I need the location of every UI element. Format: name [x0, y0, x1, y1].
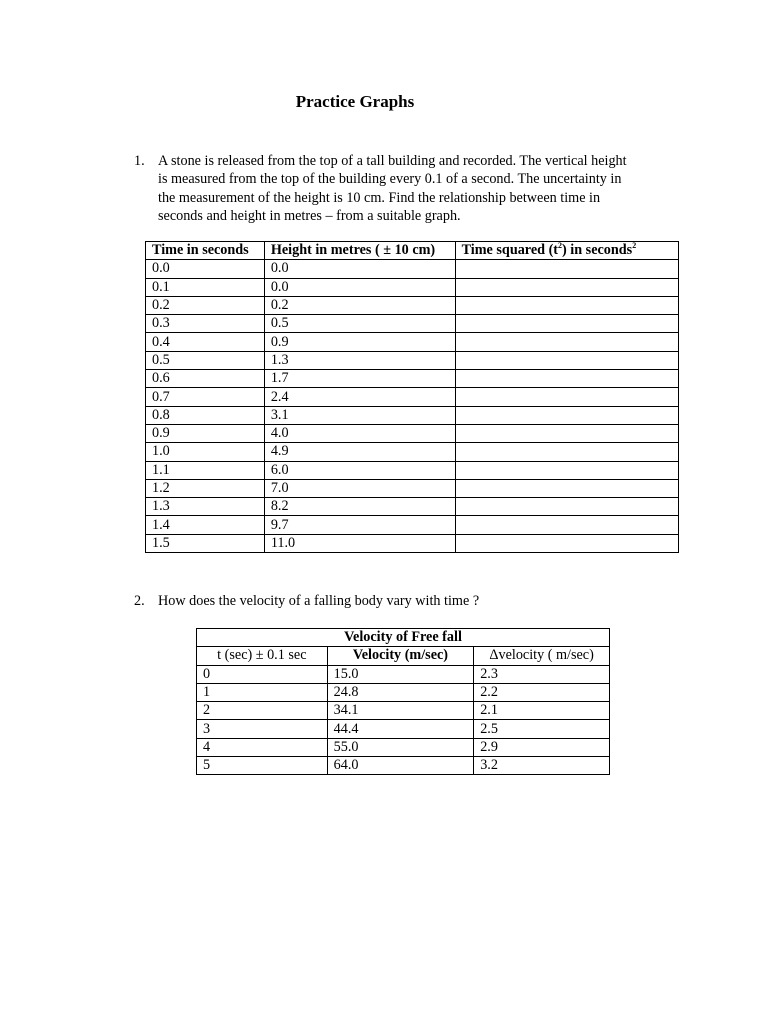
cell-height: 1.3	[264, 351, 455, 369]
header-time: Time in seconds	[146, 242, 265, 260]
cell-t-sec: 4	[197, 738, 328, 756]
table-row	[146, 443, 679, 461]
table-row	[146, 424, 679, 442]
cell-velocity: 15.0	[327, 665, 474, 683]
cell-velocity: 24.8	[327, 683, 474, 701]
cell-time: 0.5	[146, 351, 265, 369]
cell-time: 0.3	[146, 315, 265, 333]
header-time-squared-exponent: 2	[558, 241, 563, 251]
table-row	[146, 498, 679, 516]
cell-time-squared	[455, 296, 678, 314]
cell-time-squared	[455, 351, 678, 369]
cell-time-squared	[455, 424, 678, 442]
table-header-row	[197, 647, 610, 665]
cell-delta-velocity: 2.3	[474, 665, 610, 683]
cell-height: 0.0	[264, 260, 455, 278]
table-row	[146, 406, 679, 424]
cell-time: 0.7	[146, 388, 265, 406]
cell-t-sec: 2	[197, 702, 328, 720]
header-time-squared	[455, 242, 678, 260]
table-row	[197, 757, 610, 775]
cell-height: 3.1	[264, 406, 455, 424]
cell-time: 0.6	[146, 370, 265, 388]
table-row	[146, 296, 679, 314]
cell-time-squared	[455, 443, 678, 461]
cell-delta-velocity: 2.9	[474, 738, 610, 756]
cell-height: 8.2	[264, 498, 455, 516]
cell-height: 7.0	[264, 479, 455, 497]
cell-height: 0.9	[264, 333, 455, 351]
cell-time: 0.1	[146, 278, 265, 296]
cell-height: 1.7	[264, 370, 455, 388]
cell-t-sec: 0	[197, 665, 328, 683]
cell-time: 1.3	[146, 498, 265, 516]
table-row	[146, 534, 679, 552]
cell-delta-velocity: 2.1	[474, 702, 610, 720]
cell-time: 1.0	[146, 443, 265, 461]
cell-t-sec: 1	[197, 683, 328, 701]
table-row	[146, 461, 679, 479]
table-row	[197, 665, 610, 683]
cell-time-squared	[455, 406, 678, 424]
cell-time-squared	[455, 516, 678, 534]
header-time-squared-suffix: ) in seconds	[562, 242, 633, 259]
question-1-number: 1.	[134, 153, 145, 169]
table-row	[197, 702, 610, 720]
cell-time: 1.1	[146, 461, 265, 479]
table-row	[146, 479, 679, 497]
cell-time-squared	[455, 315, 678, 333]
header-velocity: Velocity (m/sec)	[327, 647, 474, 665]
header-time-squared-prefix: Time squared (t	[461, 242, 559, 259]
question-2-number: 2.	[134, 593, 145, 609]
cell-velocity: 44.4	[327, 720, 474, 738]
cell-velocity: 34.1	[327, 702, 474, 720]
table-row	[146, 333, 679, 351]
cell-time-squared	[455, 278, 678, 296]
cell-velocity: 64.0	[327, 757, 474, 775]
page-title: Practice Graphs	[295, 92, 415, 111]
cell-t-sec: 5	[197, 757, 328, 775]
table-row	[146, 388, 679, 406]
cell-time: 1.4	[146, 516, 265, 534]
cell-time: 1.2	[146, 479, 265, 497]
cell-height: 4.9	[264, 443, 455, 461]
question-2-text: How does the velocity of a falling body vary with time ?	[158, 593, 480, 609]
table-row	[146, 278, 679, 296]
header-time-squared-unit-exponent: 2	[632, 241, 637, 251]
cell-delta-velocity: 2.5	[474, 720, 610, 738]
cell-time-squared	[455, 479, 678, 497]
cell-time: 0.2	[146, 296, 265, 314]
question-1-text: A stone is released from the top of a tall building and recorded. The vertical height is measured from the top of the building every 0.1 of a second. The uncertainty in the measurement of the height is 10 cm. Find the relationship between time in seconds and height in metres – from a suitable graph.	[158, 153, 627, 224]
cell-time: 0.9	[146, 424, 265, 442]
cell-time: 0.8	[146, 406, 265, 424]
question-2	[134, 592, 629, 610]
height-time-table	[145, 241, 679, 553]
cell-height: 0.2	[264, 296, 455, 314]
table-caption: Velocity of Free fall	[197, 629, 610, 647]
header-delta-velocity: Δvelocity ( m/sec)	[474, 647, 610, 665]
table-row	[197, 738, 610, 756]
cell-delta-velocity: 3.2	[474, 757, 610, 775]
cell-velocity: 55.0	[327, 738, 474, 756]
cell-height: 6.0	[264, 461, 455, 479]
question-1	[134, 152, 629, 225]
table-row	[146, 516, 679, 534]
cell-time: 1.5	[146, 534, 265, 552]
header-t-sec: t (sec) ± 0.1 sec	[197, 647, 328, 665]
cell-time: 0.0	[146, 260, 265, 278]
cell-time-squared	[455, 534, 678, 552]
table-row	[146, 315, 679, 333]
cell-t-sec: 3	[197, 720, 328, 738]
cell-time-squared	[455, 498, 678, 516]
cell-time: 0.4	[146, 333, 265, 351]
header-height: Height in metres ( ± 10 cm)	[264, 242, 455, 260]
cell-time-squared	[455, 260, 678, 278]
cell-time-squared	[455, 370, 678, 388]
table-row	[197, 720, 610, 738]
velocity-table	[196, 628, 610, 775]
table-row	[197, 683, 610, 701]
table-row	[146, 351, 679, 369]
cell-delta-velocity: 2.2	[474, 683, 610, 701]
table-row	[146, 260, 679, 278]
cell-height: 9.7	[264, 516, 455, 534]
cell-height: 2.4	[264, 388, 455, 406]
table-header-row	[146, 242, 679, 260]
cell-height: 0.0	[264, 278, 455, 296]
cell-height: 0.5	[264, 315, 455, 333]
table-row	[146, 370, 679, 388]
cell-time-squared	[455, 333, 678, 351]
cell-time-squared	[455, 461, 678, 479]
cell-height: 11.0	[264, 534, 455, 552]
table-caption-row	[197, 629, 610, 647]
cell-height: 4.0	[264, 424, 455, 442]
cell-time-squared	[455, 388, 678, 406]
